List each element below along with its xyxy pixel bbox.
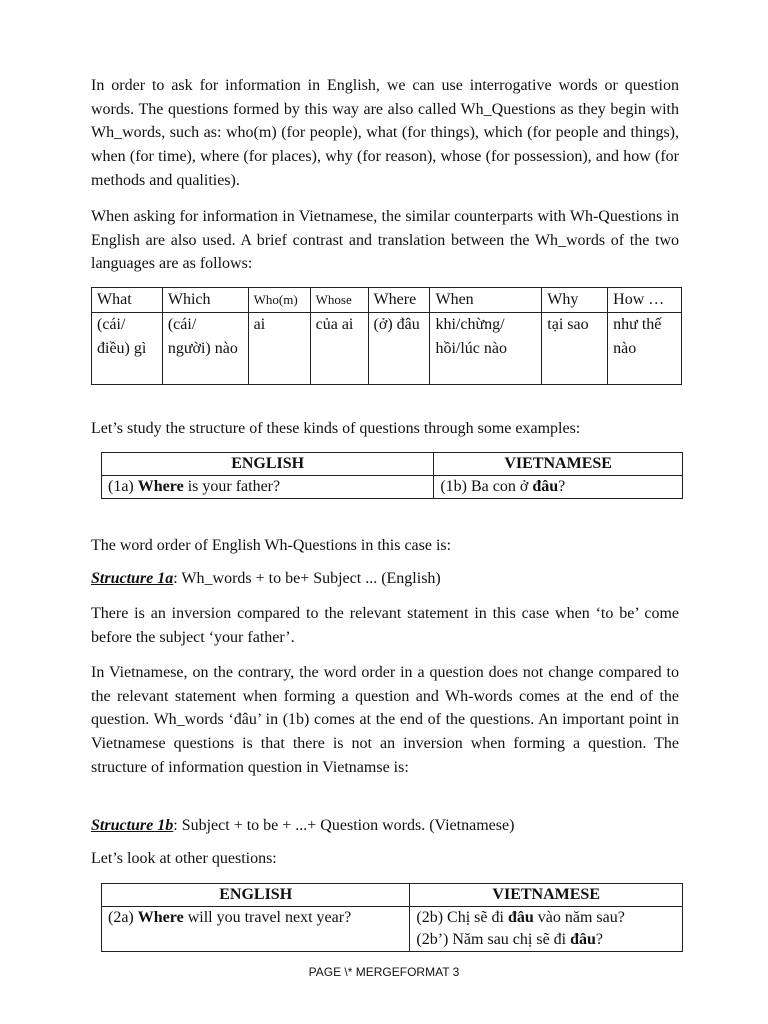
wh-cell-vi: như thế nào	[608, 313, 682, 385]
wh-cell-en: Why	[542, 288, 608, 313]
wh-cell-en: Who(m)	[248, 288, 310, 313]
example-table-2-header	[102, 884, 683, 907]
word-order-line: The word order of English Wh-Questions in this case is:	[91, 537, 452, 554]
wh-cell-vi: (cái/ điều) gì	[92, 313, 163, 385]
example-1b: (1b) Ba con ở đâu?	[434, 476, 683, 499]
vietnamese-word-order-paragraph: In Vietnamese, on the contrary, the word order in a question does not change compared to the relevant statement when forming a question and Wh-words comes at the end of the question. Wh_words ‘đâu’ in (1b) comes at the end of the questions. An important point in Vietnamese questions is that there is not an inversion when forming a question. The structure of information question in Vietnamse is:	[91, 664, 679, 776]
example-table-1-header	[102, 453, 683, 476]
header-english: ENGLISH	[102, 884, 410, 907]
wh-cell-vi: (ở) đâu	[368, 313, 430, 385]
header-vietnamese: VIETNAMESE	[410, 884, 683, 907]
page-footer: PAGE \* MERGEFORMAT 3	[308, 965, 460, 979]
intro-paragraph: In order to ask for information in English, we can use interrogative words or question words. The questions formed by this way are also called Wh_Questions as they begin with Wh_words, such as: who(m) (for people), what (for things), which (for people and things), when (for time), where (for places), why (for reason), whose (for possession), and how (for methods and qualities).	[91, 77, 679, 189]
wh-words-vietnamese-row	[92, 313, 682, 385]
structure-1b-label: Structure 1b	[91, 817, 174, 834]
wh-cell-vi: khi/chừng/ hồi/lúc nào	[430, 313, 542, 385]
study-structure-line: Let’s study the structure of these kinds of questions through some examples:	[91, 420, 581, 437]
example-table-1-row	[102, 476, 683, 499]
wh-cell-en: Which	[162, 288, 248, 313]
wh-cell-vi: (cái/ người) nào	[162, 313, 248, 385]
header-english: ENGLISH	[102, 453, 434, 476]
wh-cell-en: How …	[608, 288, 682, 313]
example-2b	[410, 907, 683, 952]
structure-1a-label: Structure 1a	[91, 570, 174, 587]
wh-cell-en: When	[430, 288, 542, 313]
wh-cell-vi: tại sao	[542, 313, 608, 385]
wh-words-english-row	[92, 288, 682, 313]
wh-words-table	[91, 287, 682, 385]
wh-cell-en: Whose	[310, 288, 368, 313]
wh-cell-vi: của ai	[310, 313, 368, 385]
other-questions-line: Let’s look at other questions:	[91, 850, 277, 867]
example-1a: (1a) Where is your father?	[102, 476, 434, 499]
example-2a: (2a) Where will you travel next year?	[102, 907, 410, 952]
example-2b-prime-line: (2b’) Năm sau chị sẽ đi đâu?	[416, 931, 604, 948]
header-vietnamese: VIETNAMESE	[434, 453, 683, 476]
wh-cell-vi: ai	[248, 313, 310, 385]
example-table-2	[101, 883, 683, 952]
inversion-paragraph: There is an inversion compared to the relevant statement in this case when ‘to be’ come before the subject ‘your father’.	[91, 605, 679, 646]
structure-1b-line: Structure 1b: Subject + to be + ...+ Question words. (Vietnamese)	[91, 817, 515, 834]
structure-1a-line: Structure 1a: Wh_words + to be+ Subject ... (English)	[91, 570, 441, 587]
wh-cell-en: What	[92, 288, 163, 313]
example-table-1	[101, 452, 683, 499]
example-table-2-row	[102, 907, 683, 952]
wh-cell-en: Where	[368, 288, 430, 313]
example-2b-line: (2b) Chị sẽ đi đâu vào năm sau?	[416, 909, 625, 926]
vietnamese-counterparts-paragraph: When asking for information in Vietnamese, the similar counterparts with Wh-Questions in English are also used. A brief contrast and translation between the Wh_words of the two languages are as follows:	[91, 208, 679, 273]
